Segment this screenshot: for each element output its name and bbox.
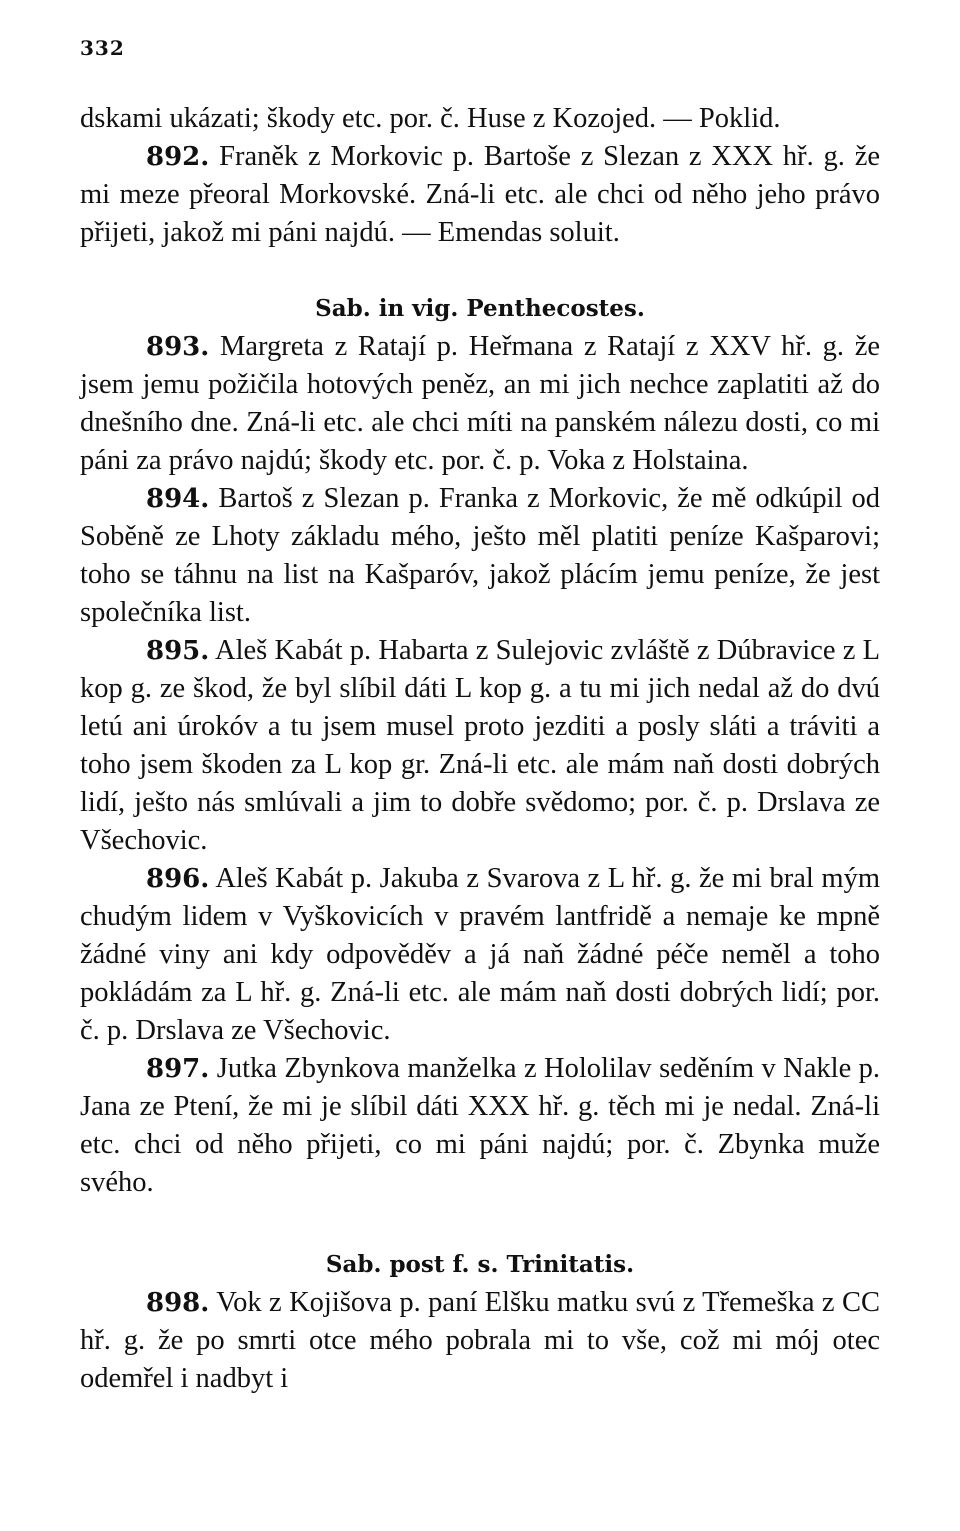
body-text xyxy=(80,100,880,1398)
entry-893 xyxy=(80,328,880,480)
entry-898 xyxy=(80,1284,880,1398)
entry-892 xyxy=(80,138,880,252)
entry-number: 895. xyxy=(146,636,210,666)
entry-895 xyxy=(80,632,880,860)
entry-text: Aleš Kabát p. Habarta z Sulejovic zvláště z Dúbravice z L kop g. ze škod, že byl slíbil dáti L kop g. a tu mi jich nedal až do dvú letú ani úrokóv a tu jsem musel proto jezditi a posly sláti a tráviti a toho jsem škoden za L kop gr. Zná-li etc. ale mám naň dosti dobrých lidí, ješto nás smlúvali a jim to dobře svědomo; por. č. p. Drslava ze Všechovic. xyxy=(80,635,880,856)
entry-text: Aleš Kabát p. Jakuba z Svarova z L hř. g. že mi bral mým chudým lidem v Vyškovicích v pravém lantfridě a nemaje ke mpně žádné viny ani kdy odpověděv a já naň žádné péče neměl a toho pokládám za L hř. g. Zná-li etc. ale mám naň dosti dobrých lidí; por. č. p. Drslava ze Všechovic. xyxy=(80,863,880,1046)
entry-text: dskami ukázati; škody etc. por. č. Huse z Kozojed. — Poklid. xyxy=(80,103,781,134)
entry-number: 894. xyxy=(146,484,210,514)
date-heading-pentecost: Sab. in vig. Penthecostes. xyxy=(315,295,645,322)
entry-text: Bartoš z Slezan p. Franka z Morkovic, že mě odkúpil od Soběně ze Lhoty základu mého, ješto měl platiti peníze Kašparovi; toho se táhnu na list na Kašparóv, jakož plácím jemu peníze, že jest společníka list. xyxy=(80,483,881,628)
entry-intro xyxy=(80,100,880,138)
page-number: 332 xyxy=(80,36,125,60)
entry-896 xyxy=(80,860,880,1050)
entry-number: 896. xyxy=(146,864,210,894)
date-heading-trinity: Sab. post f. s. Trinitatis. xyxy=(325,1251,635,1278)
entry-text: Jutka Zbynkova manželka z Hololilav seděním v Nakle p. Jana ze Ptení, že mi je slíbil dáti XXX hř. g. těch mi je nedal. Zná-li etc. chci od něho přijeti, co mi páni najdú; por. č. Zbynka muže svého. xyxy=(80,1053,881,1198)
entry-number: 897. xyxy=(146,1054,210,1084)
entry-894 xyxy=(80,480,880,632)
entry-text: Vok z Kojišova p. paní Elšku matku svú z Třemeška z CC hř. g. že po smrti otce mého pobrala mi to vše, což mi mój otec odemřel i nadbyt i xyxy=(80,1287,880,1394)
entry-text: Franěk z Morkovic p. Bartoše z Slezan z XXX hř. g. že mi meze přeoral Morkovské. Zná-li etc. ale chci od něho jeho právo přijeti, jakož mi páni najdú. — Emendas soluit. xyxy=(80,141,880,248)
entry-text: Margreta z Ratají p. Heřmana z Ratají z XXV hř. g. že jsem jemu požičila hotových peněz, an mi jich nechce zaplatiti až do dnešního dne. Zná-li etc. ale chci míti na panském nálezu dosti, co mi páni za právo najdú; škody etc. por. č. p. Voka z Holstaina. xyxy=(80,331,881,476)
entry-897 xyxy=(80,1050,880,1202)
entry-number: 892. xyxy=(146,142,210,172)
entry-number: 893. xyxy=(146,332,210,362)
entry-number: 898. xyxy=(146,1288,210,1318)
